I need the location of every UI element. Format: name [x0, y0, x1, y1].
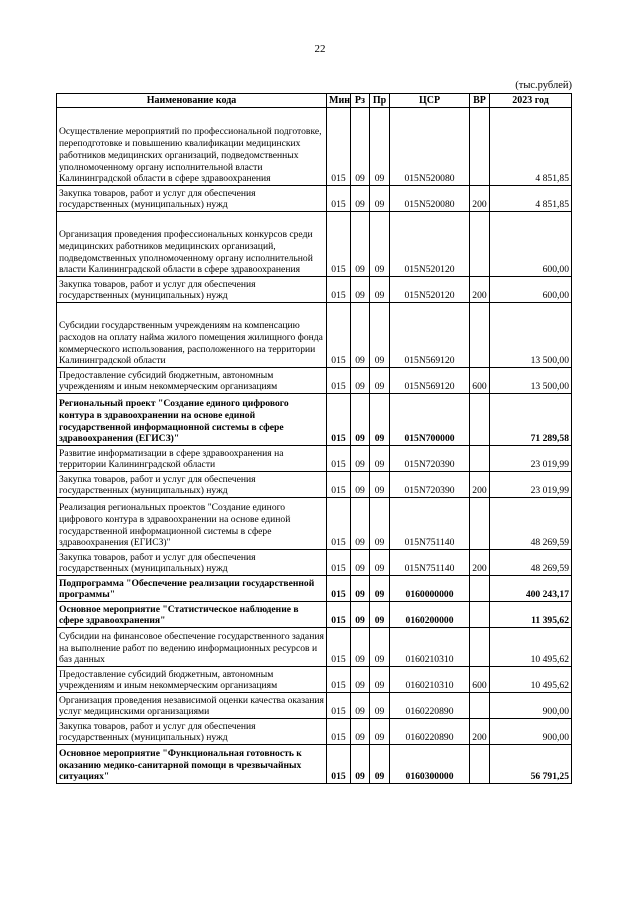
row-name: Региональный проект "Создание единого цифрового контура в здравоохранении на основе единой государственной информационной системы в сфере здравоохранения (ЕГИСЗ)" — [57, 394, 327, 446]
row-csr: 0160220890 — [390, 693, 470, 719]
row-name: Закупка товаров, работ и услуг для обеспечения государственных (муниципальных) нужд — [57, 550, 327, 576]
row-amount: 23 019,99 — [490, 446, 572, 472]
row-name: Предоставление субсидий бюджетным, автономным учреждениям и иным некоммерческим организациям — [57, 667, 327, 693]
table-row — [57, 693, 572, 719]
row-csr: 0160220890 — [390, 719, 470, 745]
row-min: 015 — [327, 212, 351, 277]
row-pr: 09 — [370, 446, 390, 472]
table-row — [57, 628, 572, 667]
table-row — [57, 719, 572, 745]
table-body — [57, 108, 572, 784]
row-pr: 09 — [370, 550, 390, 576]
row-csr: 015N520080 — [390, 108, 470, 186]
row-name: Закупка товаров, работ и услуг для обеспечения государственных (муниципальных) нужд — [57, 186, 327, 212]
row-min: 015 — [327, 277, 351, 303]
row-csr: 015N751140 — [390, 550, 470, 576]
row-amount: 400 243,17 — [490, 576, 572, 602]
row-name: Закупка товаров, работ и услуг для обеспечения государственных (муниципальных) нужд — [57, 472, 327, 498]
row-amount: 11 395,62 — [490, 602, 572, 628]
row-rz: 09 — [351, 576, 370, 602]
row-amount: 48 269,59 — [490, 498, 572, 550]
table-row — [57, 212, 572, 277]
row-pr: 09 — [370, 498, 390, 550]
row-csr: 0160000000 — [390, 576, 470, 602]
row-min: 015 — [327, 576, 351, 602]
row-pr: 09 — [370, 186, 390, 212]
row-csr: 0160210310 — [390, 628, 470, 667]
row-pr: 09 — [370, 745, 390, 784]
row-vr — [470, 693, 490, 719]
table-row — [57, 745, 572, 784]
row-vr — [470, 212, 490, 277]
row-rz: 09 — [351, 628, 370, 667]
row-csr: 015N569120 — [390, 303, 470, 368]
row-vr: 200 — [470, 277, 490, 303]
row-pr: 09 — [370, 719, 390, 745]
row-amount: 13 500,00 — [490, 368, 572, 394]
row-csr: 015N720390 — [390, 446, 470, 472]
row-name: Организация проведения независимой оценки качества оказания услуг медицинскими организациями — [57, 693, 327, 719]
row-amount: 600,00 — [490, 212, 572, 277]
header-pr: Пр — [370, 94, 390, 108]
row-min: 015 — [327, 602, 351, 628]
row-min: 015 — [327, 394, 351, 446]
row-vr: 200 — [470, 719, 490, 745]
row-pr: 09 — [370, 602, 390, 628]
row-amount: 48 269,59 — [490, 550, 572, 576]
row-rz: 09 — [351, 368, 370, 394]
row-rz: 09 — [351, 277, 370, 303]
row-pr: 09 — [370, 303, 390, 368]
row-min: 015 — [327, 498, 351, 550]
row-pr: 09 — [370, 277, 390, 303]
table-row — [57, 368, 572, 394]
row-csr: 015N569120 — [390, 368, 470, 394]
table-row — [57, 576, 572, 602]
row-name: Подпрограмма "Обеспечение реализации государственной программы" — [57, 576, 327, 602]
row-amount: 4 851,85 — [490, 108, 572, 186]
row-rz: 09 — [351, 667, 370, 693]
row-min: 015 — [327, 550, 351, 576]
row-vr: 200 — [470, 472, 490, 498]
row-min: 015 — [327, 667, 351, 693]
row-name: Субсидии государственным учреждениям на компенсацию расходов на оплату найма жилого помещения жилищного фонда коммерческого использования, расположенного на территории Калининградской области — [57, 303, 327, 368]
row-name: Развитие информатизации в сфере здравоохранения на территории Калининградской области — [57, 446, 327, 472]
row-amount: 23 019,99 — [490, 472, 572, 498]
row-pr: 09 — [370, 472, 390, 498]
row-csr: 015N751140 — [390, 498, 470, 550]
row-name: Закупка товаров, работ и услуг для обеспечения государственных (муниципальных) нужд — [57, 719, 327, 745]
table-row — [57, 602, 572, 628]
row-name: Осуществление мероприятий по профессиональной подготовке, переподготовке и повышению квалификации медицинских работников медицинских организаций, подведомственных уполномоченному органу исполнительной власти Калининградской области в сфере здравоохранения — [57, 108, 327, 186]
header-rz: Рз — [351, 94, 370, 108]
row-pr: 09 — [370, 576, 390, 602]
header-min: Мин — [327, 94, 351, 108]
row-amount: 13 500,00 — [490, 303, 572, 368]
row-rz: 09 — [351, 472, 370, 498]
row-rz: 09 — [351, 186, 370, 212]
row-rz: 09 — [351, 303, 370, 368]
table-row — [57, 550, 572, 576]
row-pr: 09 — [370, 628, 390, 667]
row-min: 015 — [327, 108, 351, 186]
row-min: 015 — [327, 745, 351, 784]
row-vr — [470, 628, 490, 667]
row-name: Реализация региональных проектов "Создание единого цифрового контура в здравоохранении на основе единой государственной информационной системы в сфере здравоохранения (ЕГИСЗ)" — [57, 498, 327, 550]
row-min: 015 — [327, 303, 351, 368]
row-rz: 09 — [351, 394, 370, 446]
row-pr: 09 — [370, 368, 390, 394]
row-pr: 09 — [370, 212, 390, 277]
row-min: 015 — [327, 719, 351, 745]
row-rz: 09 — [351, 719, 370, 745]
budget-table — [56, 93, 572, 784]
header-name: Наименование кода — [57, 94, 327, 108]
row-name: Закупка товаров, работ и услуг для обеспечения государственных (муниципальных) нужд — [57, 277, 327, 303]
table-row — [57, 667, 572, 693]
row-name: Предоставление субсидий бюджетным, автономным учреждениям и иным некоммерческим организациям — [57, 368, 327, 394]
table-row — [57, 277, 572, 303]
row-name: Основное мероприятие "Функциональная готовность к оказанию медико-санитарной помощи в чрезвычайных ситуациях" — [57, 745, 327, 784]
row-rz: 09 — [351, 498, 370, 550]
row-amount: 56 791,25 — [490, 745, 572, 784]
header-year: 2023 год — [490, 94, 572, 108]
row-csr: 015N700000 — [390, 394, 470, 446]
row-min: 015 — [327, 186, 351, 212]
table-row — [57, 446, 572, 472]
row-pr: 09 — [370, 108, 390, 186]
row-vr — [470, 303, 490, 368]
table-row — [57, 498, 572, 550]
page-number: 22 — [314, 43, 326, 55]
row-min: 015 — [327, 446, 351, 472]
row-csr: 015N520120 — [390, 212, 470, 277]
row-min: 015 — [327, 472, 351, 498]
row-amount: 4 851,85 — [490, 186, 572, 212]
row-csr: 0160210310 — [390, 667, 470, 693]
row-vr — [470, 498, 490, 550]
row-csr: 015N520120 — [390, 277, 470, 303]
table-row — [57, 472, 572, 498]
row-vr: 600 — [470, 368, 490, 394]
row-vr — [470, 576, 490, 602]
row-rz: 09 — [351, 693, 370, 719]
row-rz: 09 — [351, 745, 370, 784]
units-label: (тыс.рублей) — [515, 80, 572, 91]
row-vr — [470, 745, 490, 784]
row-vr: 200 — [470, 186, 490, 212]
row-vr — [470, 394, 490, 446]
row-csr: 015N520080 — [390, 186, 470, 212]
row-rz: 09 — [351, 602, 370, 628]
header-csr: ЦСР — [390, 94, 470, 108]
row-vr: 200 — [470, 550, 490, 576]
row-rz: 09 — [351, 446, 370, 472]
row-pr: 09 — [370, 667, 390, 693]
table-row — [57, 303, 572, 368]
row-rz: 09 — [351, 550, 370, 576]
row-name: Основное мероприятие "Статистическое наблюдение в сфере здравоохранения" — [57, 602, 327, 628]
row-name: Организация проведения профессиональных конкурсов среди медицинских работников медицинских организаций, подведомственных уполномоченному органу исполнительной власти Калининградской области в сфере здравоохранения — [57, 212, 327, 277]
row-amount: 71 289,58 — [490, 394, 572, 446]
table-row — [57, 394, 572, 446]
table-row — [57, 186, 572, 212]
row-pr: 09 — [370, 394, 390, 446]
row-amount: 10 495,62 — [490, 628, 572, 667]
row-vr — [470, 446, 490, 472]
row-csr: 0160200000 — [390, 602, 470, 628]
table-header-row — [57, 94, 572, 108]
row-min: 015 — [327, 693, 351, 719]
table-row — [57, 108, 572, 186]
row-csr: 015N720390 — [390, 472, 470, 498]
row-rz: 09 — [351, 212, 370, 277]
row-amount: 600,00 — [490, 277, 572, 303]
row-min: 015 — [327, 628, 351, 667]
row-rz: 09 — [351, 108, 370, 186]
row-min: 015 — [327, 368, 351, 394]
row-vr: 600 — [470, 667, 490, 693]
header-vr: ВР — [470, 94, 490, 108]
row-amount: 900,00 — [490, 719, 572, 745]
row-csr: 0160300000 — [390, 745, 470, 784]
row-pr: 09 — [370, 693, 390, 719]
row-name: Субсидии на финансовое обеспечение государственного задания на выполнение работ по ведению информационных ресурсов и баз данных — [57, 628, 327, 667]
row-vr — [470, 108, 490, 186]
row-amount: 10 495,62 — [490, 667, 572, 693]
row-amount: 900,00 — [490, 693, 572, 719]
row-vr — [470, 602, 490, 628]
